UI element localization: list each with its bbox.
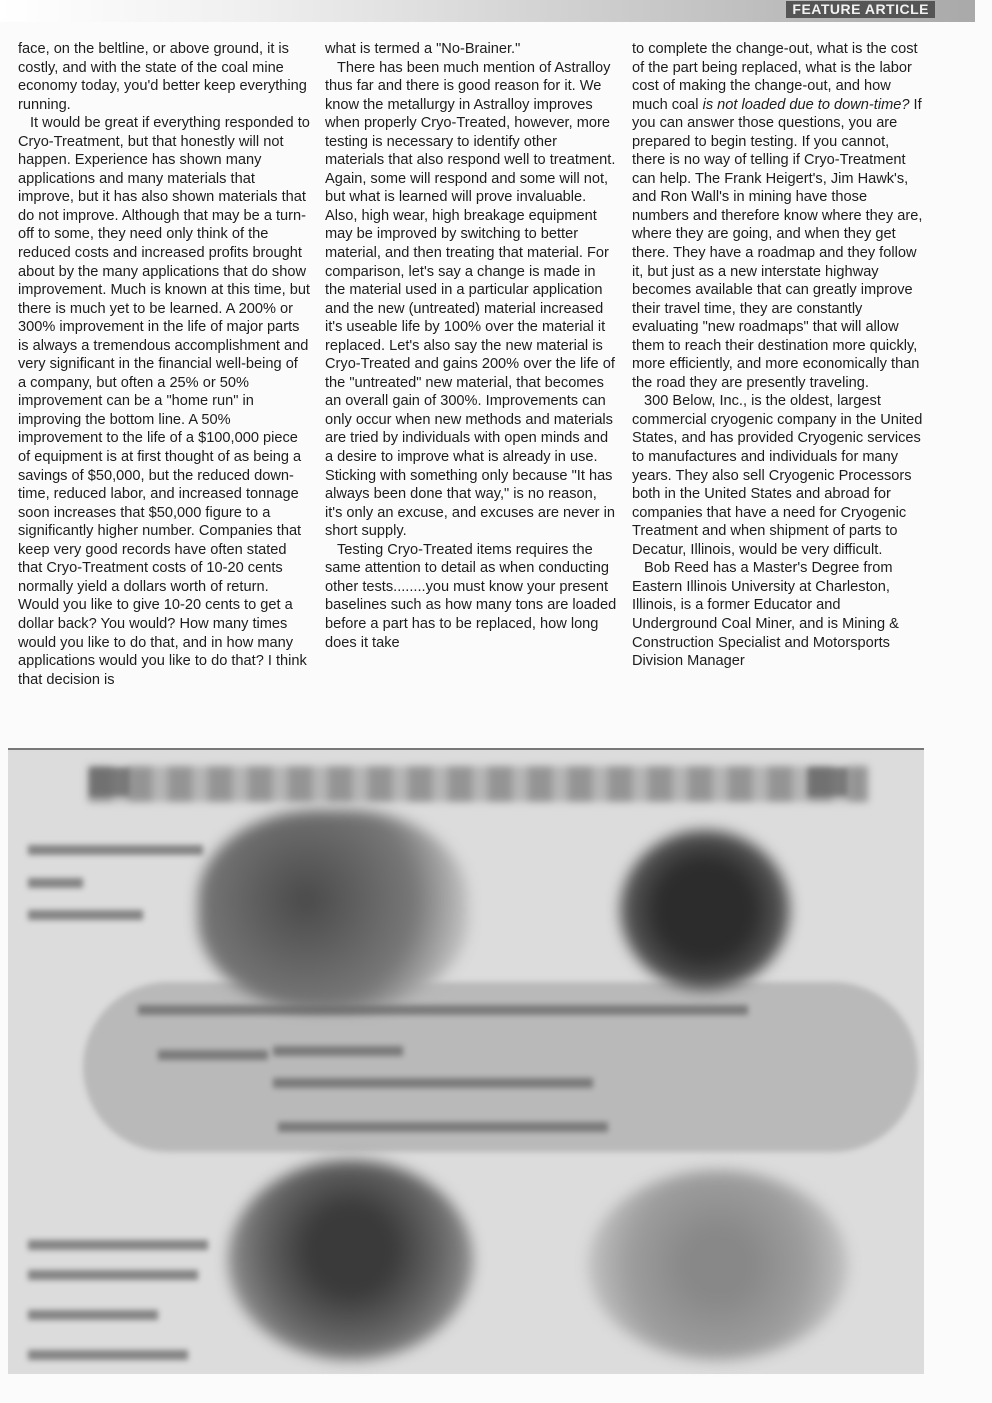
article-column-2 <box>325 40 617 652</box>
blurred-logo-left <box>90 768 130 796</box>
blurred-text-line <box>28 1270 198 1280</box>
blurred-text-line <box>273 1046 403 1056</box>
blurred-advertisement-figure <box>8 748 924 1374</box>
article-column-1 <box>18 40 310 689</box>
blurred-photo <box>228 1160 473 1360</box>
paragraph: 300 Below, Inc., is the oldest, largest commercial cryogenic company in the United States, and has provided Cryogenic services to manufactures and individuals for many years. They also sell Cryogenic Processors both in the United States and abroad for companies that have a need for Cryogenic Treatment and when shipment of parts to Decatur, Illinois, would be very difficult. <box>632 393 923 558</box>
blurred-text-line <box>28 1350 188 1360</box>
blurred-text-line <box>273 1078 593 1088</box>
paragraph: It would be great if everything responded to Cryo-Treatment, but that honestly will not happen. Experience has shown many applications and many materials that improve, but it has also shown materials that do not improve. Although that may be a turn-off to some, they need only think of the reduced costs and increased profits brought about by the many applications that do show improvement. Much is known at this time, but there is much yet to be learned. A 200% or 300% improvement in the life of major parts is always a tremendous accomplishment and very significant in the financial well-being of a company, but often a 25% or 50% improvement can be a "home run" in improving the bottom line. A 50% improvement to the life of a $100,000 piece of equipment is at first thought of as being a savings of $50,000, but the reduced down-time, reduced labor, and increased tonnage soon increases that $50,000 figure to a significantly higher number. Companies that keep very good records have often stated that Cryo-Treatment costs of 10-20 cents normally yield a dollars worth of return. Would you like to give 10-20 cents to get a dollar back? You would? How many times would you like to do that, and in how many applications would you like to do that? I think that decision is <box>18 115 310 688</box>
blurred-photo <box>588 1170 848 1360</box>
blurred-logo-right <box>808 768 848 796</box>
section-label: FEATURE ARTICLE <box>786 1 935 18</box>
blurred-text-line <box>28 1240 208 1250</box>
blurred-text-line <box>138 1005 748 1015</box>
blurred-title-bar <box>88 766 868 802</box>
article-column-3 <box>632 40 924 671</box>
blurred-photo <box>198 810 468 1010</box>
blurred-text-line <box>28 878 83 888</box>
paragraph: face, on the beltline, or above ground, it is costly, and with the state of the coal mine economy today, you'd better keep everything running. <box>18 41 307 113</box>
blurred-text-line <box>278 1122 608 1132</box>
text-span: to complete the change-out, what is the cost of the part being replaced, what is the labor cost of making the change-out, and how much coal <box>632 41 918 113</box>
blurred-text-line <box>28 910 143 920</box>
blurred-text-line <box>28 1310 158 1320</box>
blurred-text-line <box>28 845 203 855</box>
author-bio: Bob Reed has a Master's Degree from Eastern Illinois University at Charleston, Illinois, is a former Educator and Underground Coal Miner, and is Mining & Construction Specialist and Motorsports Division Manager <box>632 560 899 670</box>
paragraph: what is termed a "No-Brainer." <box>325 41 521 57</box>
text-span: If you can answer those questions, you are prepared to begin testing. If you cannot, there is no way of telling if Cryo-Treatment can help. The Frank Heigert's, Jim Hawk's, and Ron Wall's in mining have those numbers and therefore know where they are, where they are going, and when they get there. They have a roadmap and they follow it, but just as a new interstate highway becomes available that can greatly improve their travel time, they are constantly evaluating "new roadmaps" that will allow them to reach their destination more quickly, more efficiently, and more economically than the road they are presently traveling. <box>632 96 923 391</box>
paragraph: There has been much mention of Astralloy thus far and there is good reason for it. We know the metallurgy in Astralloy improves when properly Cryo-Treated, however, more testing is necessary to identify other materials that also respond well to treatment. Again, some will respond and some will not, but what is learned will prove invaluable. Also, high wear, high breakage equipment may be improved by switching to better material, and then treating that material. For comparison, let's say a change is made in the material used in a particular application and the new (untreated) material increased it's useable life by 100% over the material it replaced. Let's also say the new material is Cryo-Treated and gains 200% over the life of the "untreated" new material, that becomes an overall gain of 300%. Improvements can only occur when new methods and materials are tried by individuals with open minds and a desire to improve what is already in use. Sticking with something only because "It has always been done that way," is no reason, it's only an excuse, and excuses are never in short supply. <box>325 59 616 540</box>
emphasis-text: is not loaded due to down-time? <box>702 96 910 113</box>
blurred-photo <box>620 830 790 990</box>
blurred-text-line <box>158 1050 268 1060</box>
header-band <box>0 0 975 22</box>
paragraph <box>632 40 924 392</box>
paragraph: Testing Cryo-Treated items requires the same attention to detail as when conducting other tests........you must know your present baselines such as how many tons are loaded before a part has to be replaced, how long does it take <box>325 541 617 651</box>
